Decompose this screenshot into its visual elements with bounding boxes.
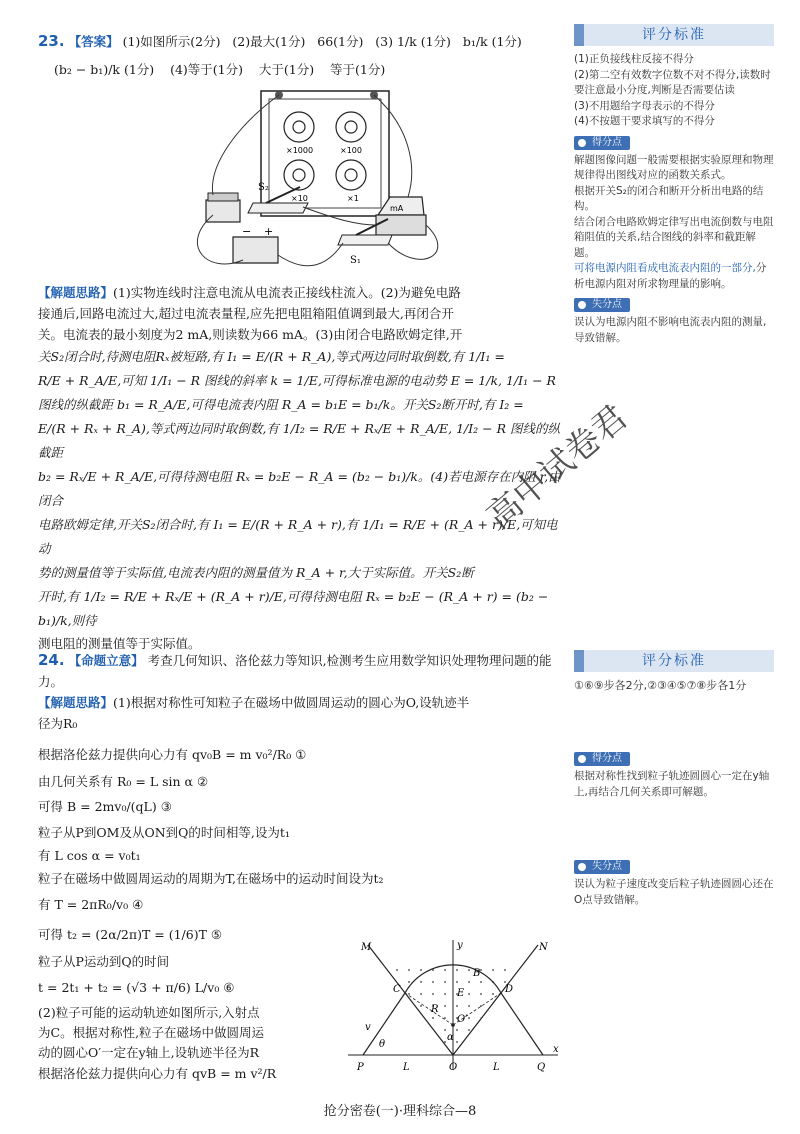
label-D: D	[505, 984, 514, 995]
analysis-line: b₂ = Rₓ/E + R_A/E,可得待测电阻 Rₓ = b₂E − R_A = (b₂ − b₁)/k。(4)若电源存在内阻 r,由闭合	[38, 469, 561, 508]
box-label: ×1	[347, 194, 359, 203]
q24-steps	[38, 740, 384, 1085]
label-P: P	[357, 1062, 364, 1073]
answer-part: 大于(1分)	[258, 62, 315, 77]
analysis-line: 势的测量值等于实际值,电流表内阻的测量值为 R_A + r,大于实际值。开关S₂断	[38, 565, 474, 580]
q24-analysis-line	[38, 692, 566, 713]
step-line: (2)粒子可能的运动轨迹如图所示,入射点	[38, 1005, 260, 1020]
analysis-text: (1)实物连线时注意电流从电流表正接线柱流入。(2)为避免电路	[113, 285, 461, 300]
q23-analysis	[38, 282, 566, 654]
analysis-line: 测电阻的测量值等于实际值。	[38, 636, 201, 651]
criteria-item: (4)不按题干要求填写的不得分	[574, 115, 715, 127]
box-label: ×100	[340, 146, 362, 155]
q24-section	[38, 650, 566, 1085]
score-point-chip: 得分点	[574, 136, 630, 150]
analysis-tag: 【解题思路】	[38, 695, 114, 710]
label-R: R	[431, 1004, 439, 1015]
label-O-prime: O′	[457, 1014, 468, 1025]
lose-point-text: 误认为粒子速度改变后粒子轨迹圆圆心还在O点导致错解。	[574, 878, 774, 906]
analysis-line	[38, 282, 566, 303]
analysis-line: 关。电流表的最小刻度为2 mA,则读数为66 mA。(3)由闭合电路欧姆定律,开	[38, 327, 463, 342]
criteria-item: (3)不用题给字母表示的不得分	[574, 99, 715, 112]
label-theta: θ	[379, 1039, 386, 1050]
label-M: M	[361, 942, 372, 953]
plus-sign: +	[264, 225, 274, 238]
watermark: 高中试卷君	[479, 397, 636, 538]
answer-part: (b₂ − b₁)/k (1分)	[54, 62, 155, 77]
answer-tag: 【答案】	[68, 34, 119, 49]
analysis-line: 图线的纵截距 b₁ = R_A/E,可得电流表内阻 R_A = b₁E = b₁/k。开关S₂断开时,有 I₂ =	[38, 397, 524, 412]
intent-text: 考查几何知识、洛伦兹力等知识,检测考生应用数学知识处理物理问题的能力。	[38, 653, 552, 689]
analysis-text: (1)根据对称性可知粒子在磁场中做圆周运动的圆心为O,设轨迹半	[113, 695, 470, 710]
q23-side-panel	[574, 24, 774, 346]
scoring-header	[574, 650, 774, 672]
step-line: 动的圆心O′一定在y轴上,设轨迹半径为R	[38, 1045, 260, 1060]
analysis-line: 关S₂闭合时,待测电阻Rₓ被短路,有 I₁ = E/(R + R_A),等式两边同时取倒数,有 1/I₁ =	[38, 349, 505, 364]
label-v: v	[365, 1022, 371, 1033]
analysis-line: R/E + R_A/E,可知 1/I₁ − R 图线的斜率 k = 1/E,可得标准电源的电动势 E = 1/k, 1/I₁ − R	[38, 373, 556, 388]
label-L2: L	[493, 1062, 500, 1073]
analysis-line: 开时,有 1/I₂ = R/E + Rₓ/E + (R_A + r)/E,可得待测电阻 Rₓ = b₂E − (R_A + r) = (b₂ − b₁)/k,则待	[38, 589, 549, 628]
box-label: ×10	[291, 194, 308, 203]
minus-sign: −	[242, 225, 252, 238]
answer-part: (4)等于(1分)	[170, 62, 243, 77]
answer-part: (2)最大(1分)	[232, 34, 306, 49]
step-line: 有 T = 2πR₀/v₀ ④	[38, 897, 144, 912]
score-point-text: 结合闭合电路欧姆定律写出电流倒数与电阻箱阻值的关系,结合图线的斜率和截距解题。	[574, 215, 774, 259]
step-line: t = 2t₁ + t₂ = (√3 + π/6) L/v₀ ⑥	[38, 980, 235, 995]
label-Q: Q	[537, 1062, 546, 1073]
step-line: 可得 B = 2mv₀/(qL) ③	[38, 799, 172, 814]
lose-point-text: 误认为电源内阻不影响电流表内阻的测量,导致错解。	[574, 316, 767, 344]
circuit-diagram	[38, 85, 566, 280]
label-x: x	[553, 1044, 559, 1055]
box-label: ×1000	[286, 146, 314, 155]
q23-number: 23.	[38, 32, 65, 50]
criteria-item: (2)第二空有效数字位数不对不得分,读数时要注意最小分度,判断是否需要估读	[574, 68, 771, 96]
step-line: 粒子在磁场中做圆周运动的周期为T,在磁场中的运动时间设为t₂	[38, 871, 384, 886]
criteria-item: (1)正负接线柱反接不得分	[574, 53, 694, 65]
label-B: B	[473, 968, 481, 979]
switch-s1-label: S₁	[350, 255, 361, 266]
analysis-tag: 【解题思路】	[38, 285, 114, 300]
step-line: 粒子从P运动到Q的时间	[38, 954, 170, 969]
answer-part: (3) 1/k (1分)	[375, 34, 451, 49]
label-O: O	[449, 1062, 458, 1073]
label-N: N	[539, 942, 548, 953]
answer-part: 等于(1分)	[330, 62, 386, 77]
label-C: C	[393, 984, 401, 995]
q23-section	[38, 30, 566, 654]
switch-s2-label: S₂	[258, 182, 269, 193]
step-line: 粒子从P到OM及从ON到Q的时间相等,设为t₁	[38, 825, 290, 840]
label-E: E	[457, 988, 465, 999]
step-line: 由几何关系有 R₀ = L sin α ②	[38, 774, 209, 789]
highlight-text: 可将电源内阻看成电流表内阻的一部分,	[574, 262, 756, 274]
magnetic-field-figure	[343, 940, 563, 1080]
q23-answer-row2	[54, 59, 566, 81]
analysis-line: 接通后,回路电流过大,超过电流表量程,应先把电阻箱阻值调到最大,再闭合开	[38, 306, 454, 321]
score-point-chip: 得分点	[574, 752, 630, 766]
q24-analysis-line: 径为R₀	[38, 716, 78, 731]
label-alpha: α	[447, 1032, 454, 1043]
analysis-line: E/(R + Rₓ + R_A),等式两边同时取倒数,有 1/I₂ = R/E + Rₓ/E + R_A/E, 1/I₂ − R 图线的纵截距	[38, 421, 560, 460]
step-line: 根据洛伦兹力提供向心力有 qvB = m v²/R	[38, 1066, 277, 1081]
q24-intent	[38, 650, 566, 692]
step-line: 有 L cos α = v₀t₁	[38, 848, 141, 863]
score-point-text: 解题图像问题一般需要根据实验原理和物理规律得出图线对应的函数关系式。	[574, 153, 774, 181]
q24-number: 24.	[38, 651, 65, 669]
score-point-highlight	[574, 261, 774, 292]
score-point-text: 根据对称性找到粒子轨迹圆圆心一定在y轴上,再结合几何关系即可解题。	[574, 770, 770, 798]
answer-part: (1)如图所示(2分)	[122, 34, 221, 49]
analysis-line: 电路欧姆定律,开关S₂闭合时,有 I₁ = E/(R + R_A + r),有 1/I₁ = R/E + (R_A + r)/E,可知电动	[38, 517, 558, 556]
step-line: 根据洛伦兹力提供向心力有 qv₀B = m v₀²/R₀ ①	[38, 747, 307, 762]
criteria-text: ①⑥⑨步各2分,②③④⑤⑦⑧步各1分	[574, 679, 747, 692]
scoring-title: 评分标准	[642, 653, 706, 669]
answer-part: 66(1分)	[317, 34, 364, 49]
scoring-header	[574, 24, 774, 46]
meter-label: mA	[390, 204, 404, 213]
intent-tag: 【命题立意】	[68, 653, 144, 668]
answer-part: b₁/k (1分)	[462, 34, 522, 49]
q23-answer-row1	[38, 30, 566, 53]
score-point-text: 根据开关S₂的闭合和断开分析出电路的结构。	[574, 184, 764, 212]
scoring-title: 评分标准	[642, 27, 706, 43]
highlight-rest: 分析电源内阻对所求物理量的影响。	[574, 262, 767, 290]
step-line: 为C。根据对称性,粒子在磁场中做圆周运	[38, 1025, 265, 1040]
label-L1: L	[403, 1062, 410, 1073]
label-y: y	[457, 940, 463, 951]
q24-side-panel	[574, 650, 774, 908]
page-footer: 抢分密卷(一)·理科综合—8	[323, 1104, 477, 1119]
lose-point-chip: 失分点	[574, 860, 630, 874]
lose-point-chip: 失分点	[574, 298, 630, 312]
step-line: 可得 t₂ = (2α/2π)T = (1/6)T ⑤	[38, 927, 223, 942]
